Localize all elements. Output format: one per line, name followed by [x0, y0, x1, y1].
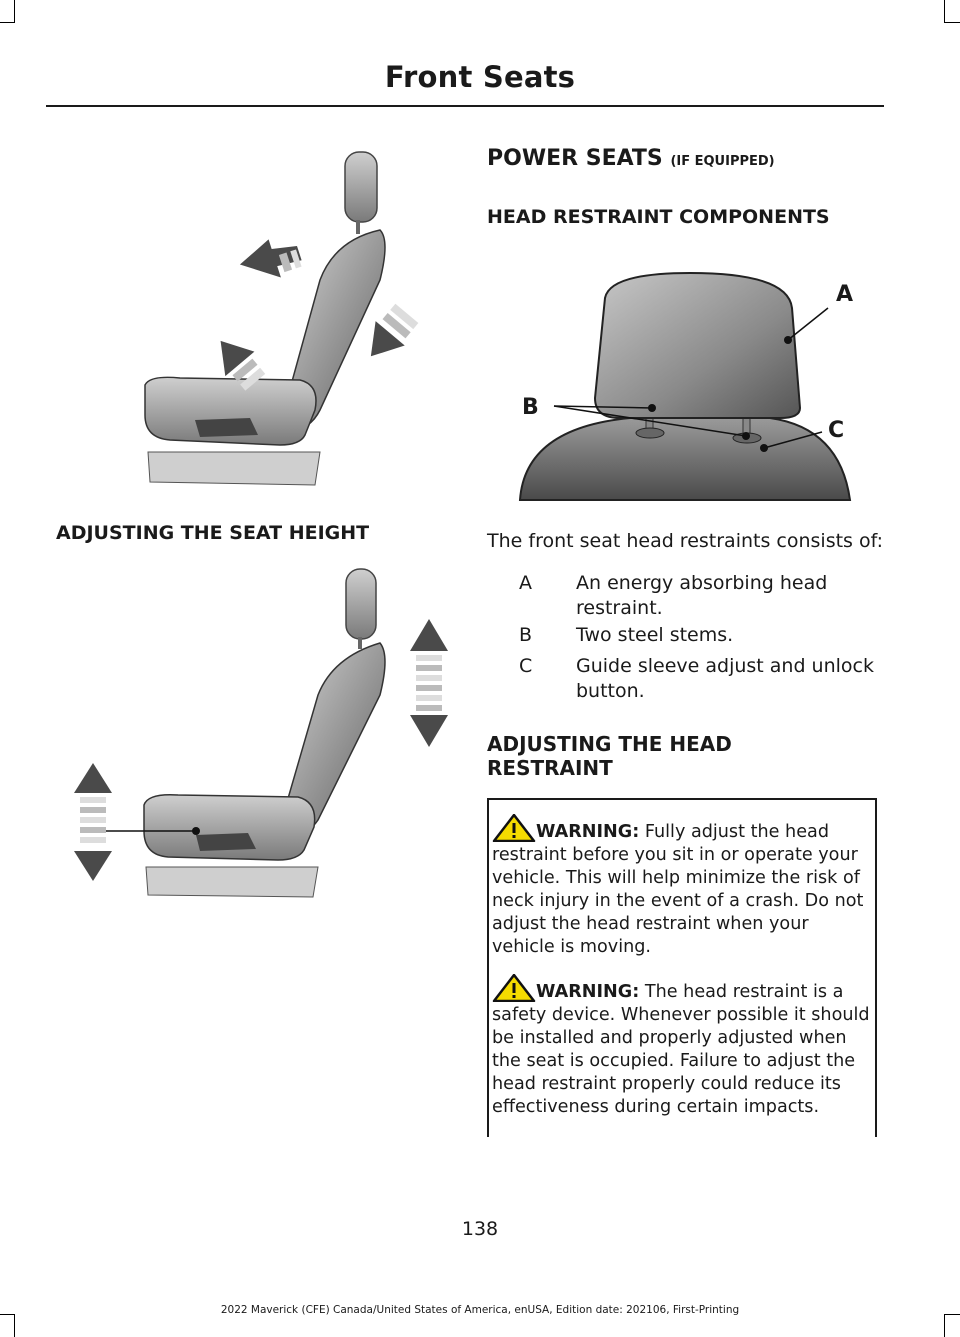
head-restraint-illustration	[510, 268, 860, 503]
warning-triangle-icon	[492, 814, 536, 842]
callout-a-label: A	[836, 282, 854, 307]
component-desc: Two steel stems.	[576, 624, 734, 646]
seat-height-heading: ADJUSTING THE SEAT HEIGHT	[56, 522, 370, 544]
warning-triangle-icon	[492, 974, 536, 1002]
warning-label: WARNING:	[536, 982, 640, 1002]
crop-mark	[14, 1314, 15, 1337]
seat-recline-illustration	[140, 140, 440, 500]
crop-mark	[944, 1314, 945, 1337]
component-key: C	[519, 655, 533, 677]
crop-mark	[14, 0, 15, 22]
page-title: Front Seats	[384, 60, 576, 94]
callout-c-label: C	[828, 418, 845, 443]
component-desc: Guide sleeve adjust and unlock button.	[576, 655, 874, 702]
components-intro: The front seat head restraints consists of:	[487, 530, 884, 552]
power-seats-heading: POWER SEATS (IF EQUIPPED)	[487, 146, 775, 171]
crop-mark	[944, 0, 945, 22]
head-restraint-components-heading: HEAD RESTRAINT COMPONENTS	[487, 206, 830, 228]
crop-mark	[944, 22, 960, 23]
header-divider	[46, 105, 884, 107]
warning-label: WARNING:	[536, 822, 640, 842]
callout-b-label: B	[522, 395, 539, 420]
adjust-head-restraint-heading: ADJUSTING THE HEAD RESTRAINT	[487, 732, 732, 780]
component-desc: An energy absorbing head restraint.	[576, 572, 828, 619]
component-key: B	[519, 624, 533, 646]
component-key: A	[519, 572, 532, 594]
warning-2	[492, 974, 874, 1119]
warning-1	[492, 814, 874, 959]
page-number: 138	[461, 1218, 499, 1240]
seat-height-illustration	[68, 565, 448, 905]
warning-box	[487, 798, 877, 1137]
warning-text: Fully adjust the head restraint before you sit in or operate your vehicle. This will help minimize the risk of neck injury in the event of a crash. Do not adjust the head restraint when your vehicle is moving.	[492, 822, 864, 957]
crop-mark	[0, 22, 15, 23]
power-seats-qualifier: (IF EQUIPPED)	[670, 154, 775, 169]
warning-text: The head restraint is a safety device. Whenever possible it should be installed and properly adjusted when the seat is occupied. Failure to adjust the head restraint properly could reduce its effectiveness during certain impacts.	[492, 982, 870, 1117]
footer-edition: 2022 Maverick (CFE) Canada/United States of America, enUSA, Edition date: 202106, First-Printing	[220, 1304, 740, 1316]
